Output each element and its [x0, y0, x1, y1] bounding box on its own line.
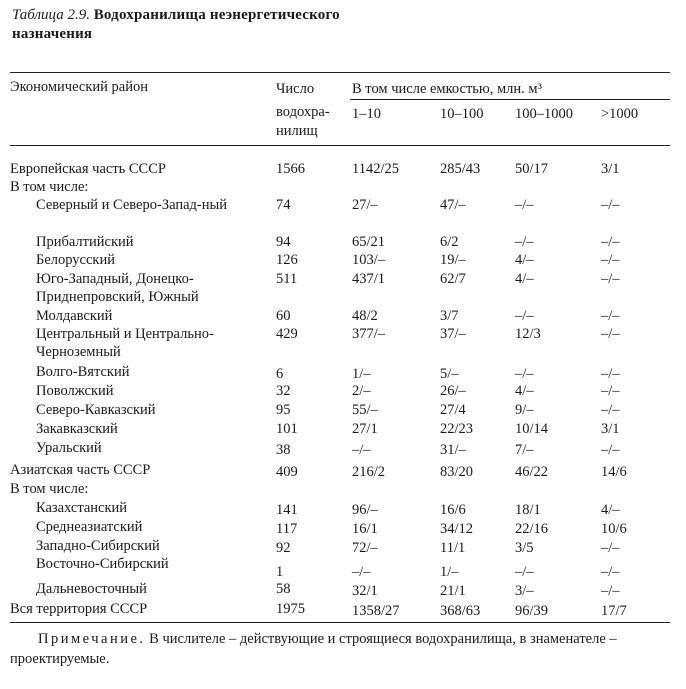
- row-region: Уральский: [36, 440, 102, 456]
- row-region: В том числе:: [10, 179, 89, 195]
- row-cap-4: 17/7: [601, 603, 627, 619]
- row-cap-4: –/–: [601, 234, 620, 250]
- row-region: Прибалтийский: [36, 234, 134, 250]
- row-cap-1: 1358/27: [352, 603, 400, 619]
- row-cap-4: 3/1: [601, 161, 620, 177]
- row-count: 92: [276, 540, 291, 556]
- row-region: Центральный и Центрально-Черноземный: [36, 326, 214, 360]
- row-cap-1: 16/1: [352, 521, 378, 537]
- row-cap-1: 27/–: [352, 197, 378, 213]
- row-count: 409: [276, 464, 298, 480]
- row-cap-3: 22/16: [515, 521, 549, 537]
- row-cap-2: 16/6: [440, 502, 466, 518]
- row-cap-2: 27/4: [440, 402, 466, 418]
- row-region: Северо-Кавказский: [36, 402, 156, 418]
- row-cap-1: 72/–: [352, 540, 378, 556]
- row-cap-1: 1142/25: [352, 161, 399, 177]
- row-count: 95: [276, 402, 291, 418]
- row-count: 58: [276, 581, 291, 597]
- row-region: Закавказский: [36, 421, 118, 437]
- row-count: 60: [276, 308, 291, 324]
- row-cap-1: 48/2: [352, 308, 378, 324]
- row-cap-2: 5/–: [440, 366, 459, 382]
- header-count-line2: водохра-: [276, 104, 330, 120]
- row-cap-3: 96/39: [515, 603, 549, 619]
- note-text: В числителе – действующие и строящиеся водохранилища, в знаменателе – проектируемые.: [10, 631, 617, 667]
- table-note: [10, 629, 675, 669]
- header-count-line1: Число: [276, 81, 315, 97]
- row-cap-4: –/–: [601, 564, 620, 580]
- row-region: В том числе:: [10, 481, 89, 497]
- header-capacity-group: В том числе емкостью, млн. м³: [352, 81, 542, 97]
- row-cap-4: –/–: [601, 308, 620, 324]
- row-region: Азиатская часть СССР: [10, 462, 151, 478]
- row-cap-1: 65/21: [352, 234, 386, 250]
- row-region: Волго-Вятский: [36, 364, 130, 380]
- row-cap-3: 46/22: [515, 464, 549, 480]
- table-caption: [12, 6, 442, 44]
- row-cap-1: 2/–: [352, 383, 371, 399]
- row-cap-4: –/–: [601, 442, 620, 458]
- row-cap-1: 32/1: [352, 583, 378, 599]
- row-cap-2: 47/–: [440, 197, 466, 213]
- row-cap-4: –/–: [601, 252, 620, 268]
- header-cap-3: 100–1000: [515, 106, 573, 122]
- row-region: Казахстанский: [36, 500, 128, 516]
- row-cap-2: 21/1: [440, 583, 466, 599]
- row-count: 429: [276, 326, 298, 342]
- row-region: Западно-Сибирский: [36, 538, 160, 554]
- row-count: 32: [276, 383, 291, 399]
- row-region: Среднеазиатский: [36, 519, 143, 535]
- row-cap-2: 83/20: [440, 464, 474, 480]
- row-count: 74: [276, 197, 291, 213]
- row-count: 101: [276, 421, 298, 437]
- header-cap-2: 10–100: [440, 106, 484, 122]
- row-cap-1: 1/–: [352, 366, 371, 382]
- row-count: 1975: [276, 601, 305, 617]
- row-cap-4: 4/–: [601, 502, 620, 518]
- row-cap-2: 11/1: [440, 540, 466, 556]
- row-cap-2: 62/7: [440, 271, 466, 287]
- row-cap-3: –/–: [515, 234, 534, 250]
- row-region: Поволжский: [36, 383, 114, 399]
- row-count: 38: [276, 442, 291, 458]
- row-region: Европейская часть СССР: [10, 161, 166, 177]
- row-cap-1: 377/–: [352, 326, 386, 342]
- caption-label: Таблица 2.9.: [12, 7, 90, 23]
- caption-title-line2: назначения: [12, 26, 93, 42]
- row-count: 511: [276, 271, 298, 287]
- row-region: Дальневосточный: [36, 581, 147, 597]
- row-count: 94: [276, 234, 291, 250]
- row-cap-2: 285/43: [440, 161, 481, 177]
- note-label: Примечание.: [38, 631, 146, 647]
- row-cap-1: 27/1: [352, 421, 378, 437]
- row-cap-1: 96/–: [352, 502, 378, 518]
- row-cap-3: 4/–: [515, 252, 534, 268]
- row-cap-3: –/–: [515, 564, 534, 580]
- row-count: 6: [276, 366, 284, 382]
- row-cap-2: 19/–: [440, 252, 466, 268]
- row-cap-3: –/–: [515, 308, 534, 324]
- row-region: Северный и Северо-Запад-ный: [36, 197, 227, 213]
- row-cap-3: –/–: [515, 197, 534, 213]
- row-cap-1: –/–: [352, 564, 371, 580]
- row-count: 126: [276, 252, 298, 268]
- row-cap-4: –/–: [601, 540, 620, 556]
- row-cap-4: –/–: [601, 271, 620, 287]
- row-region: Молдавский: [36, 308, 113, 324]
- header-count-line3: нилищ: [276, 123, 318, 139]
- row-cap-2: 22/23: [440, 421, 474, 437]
- table-bottom-rule: [10, 622, 670, 623]
- row-cap-2: 368/63: [440, 603, 481, 619]
- row-cap-3: 3/5: [515, 540, 534, 556]
- row-cap-2: 3/7: [440, 308, 459, 324]
- row-cap-1: 437/1: [352, 271, 386, 287]
- row-count: 1: [276, 564, 284, 580]
- row-cap-3: 12/3: [515, 326, 541, 342]
- row-cap-3: –/–: [515, 366, 534, 382]
- row-cap-4: –/–: [601, 197, 620, 213]
- row-cap-3: 7/–: [515, 442, 534, 458]
- row-cap-4: –/–: [601, 402, 620, 418]
- header-region: Экономический район: [10, 79, 148, 95]
- row-cap-2: 34/12: [440, 521, 474, 537]
- row-cap-4: –/–: [601, 366, 620, 382]
- caption-title-line1: Водохранилища неэнергетического: [93, 7, 340, 23]
- row-cap-3: 3/–: [515, 583, 534, 599]
- row-cap-4: –/–: [601, 383, 620, 399]
- row-cap-3: 4/–: [515, 271, 534, 287]
- row-cap-4: –/–: [601, 326, 620, 342]
- row-cap-3: 18/1: [515, 502, 541, 518]
- row-cap-4: 3/1: [601, 421, 620, 437]
- row-cap-2: 6/2: [440, 234, 459, 250]
- row-cap-1: 103/–: [352, 252, 386, 268]
- row-count: 141: [276, 502, 298, 518]
- row-cap-2: 26/–: [440, 383, 466, 399]
- row-cap-3: 10/14: [515, 421, 549, 437]
- row-cap-2: 31/–: [440, 442, 466, 458]
- row-region: Белорусский: [36, 252, 115, 268]
- row-cap-1: 55/–: [352, 402, 378, 418]
- table-top-rule: [10, 72, 670, 73]
- row-cap-3: 9/–: [515, 402, 534, 418]
- header-sub-rule: [350, 99, 670, 100]
- row-cap-4: 14/6: [601, 464, 627, 480]
- row-cap-2: 1/–: [440, 564, 459, 580]
- header-cap-4: >1000: [601, 106, 639, 122]
- row-cap-1: –/–: [352, 442, 371, 458]
- header-bottom-rule: [10, 145, 670, 146]
- row-region: Юго-Западный, Донецко-Приднепровский, Южный: [36, 271, 199, 305]
- header-cap-1: 1–10: [352, 106, 381, 122]
- row-cap-3: 50/17: [515, 161, 549, 177]
- row-cap-4: 10/6: [601, 521, 627, 537]
- row-count: 117: [276, 521, 298, 537]
- row-cap-1: 216/2: [352, 464, 386, 480]
- row-region: Восточно-Сибирский: [36, 556, 169, 572]
- row-region: Вся территория СССР: [10, 601, 148, 617]
- row-cap-4: –/–: [601, 583, 620, 599]
- row-cap-3: 4/–: [515, 383, 534, 399]
- row-count: 1566: [276, 161, 305, 177]
- row-cap-2: 37/–: [440, 326, 466, 342]
